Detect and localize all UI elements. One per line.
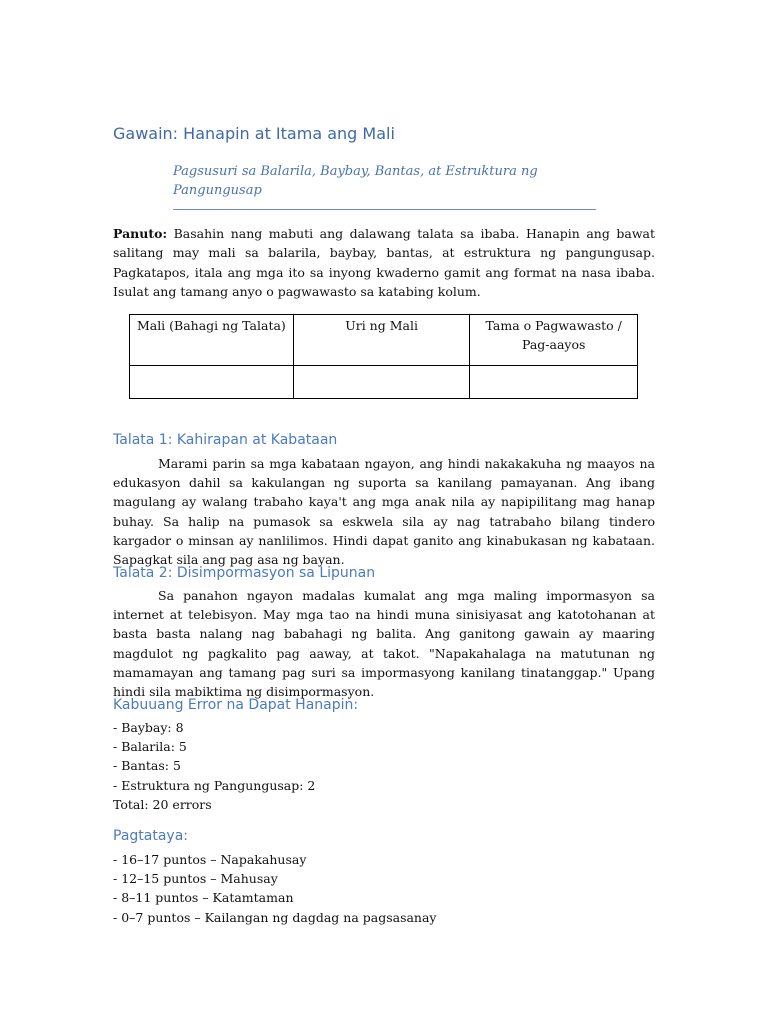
page-title: Gawain: Hanapin at Itama ang Mali xyxy=(113,124,395,143)
table-cell xyxy=(470,366,638,399)
list-item: - 8–11 puntos – Katamtaman xyxy=(113,890,294,906)
table-header-uri: Uri ng Mali xyxy=(293,315,470,366)
instructions-label: Panuto: xyxy=(113,226,168,241)
list-item: - Balarila: 5 xyxy=(113,739,187,755)
page-subtitle: Pagsusuri sa Balarila, Baybay, Bantas, at Estruktura ng Pangungusap xyxy=(173,162,596,210)
list-item: - 12–15 puntos – Mahusay xyxy=(113,871,278,887)
talata1-paragraph: Marami parin sa mga kabataan ngayon, ang hindi nakakakuha ng maayos na edukasyon dahil sa kakulangan ng suporta sa kanilang pamayanan. Ang ibang magulang ay walang trabaho kaya't ang mga anak nila ay napipilitang mag hanap buhay. Sa halip na pumasok sa eskwela sila ay nag tatrabaho bilang tindero kargador o minsan ay nanlilimos. Hindi dapat ganito ang kinabukasan ng kabataan. Sapagkat sila ang pag asa ng bayan. xyxy=(113,456,655,568)
list-item: - Baybay: 8 xyxy=(113,720,184,735)
table-header-tama: Tama o Pagwawasto / Pag-aayos xyxy=(470,315,638,366)
talata2-paragraph: Sa panahon ngayon madalas kumalat ang mga maling impormasyon sa internet at telebisyon. May mga tao na hindi muna sinisiyasat ang katotohanan at basta basta nalang nag babahagi ng balita. Ang ganitong gawain ay maaring magdulot ng pagkalito pag aaway, at takot. "Napakahalaga na matutunan ng mamamayan ang tamang pag suri sa impormasyong kanilang tinatanggap." Upang hindi sila mabiktima ng disimpormasyon. xyxy=(113,588,655,700)
talata1-heading: Talata 1: Kahirapan at Kabataan xyxy=(113,432,338,448)
instructions-paragraph xyxy=(113,224,655,302)
pagtataya-heading: Pagtataya: xyxy=(113,828,188,844)
table-row xyxy=(130,366,638,399)
error-table xyxy=(129,314,638,399)
kabuuan-list xyxy=(113,718,315,795)
talata2-heading: Talata 2: Disimpormasyon sa Lipunan xyxy=(113,565,376,581)
table-cell xyxy=(293,366,470,399)
list-item: - Bantas: 5 xyxy=(113,758,181,774)
kabuuan-total: Total: 20 errors xyxy=(113,797,212,812)
table-header-mali: Mali (Bahagi ng Talata) xyxy=(130,315,294,366)
error-table-header-row xyxy=(130,315,638,366)
pagtataya-list xyxy=(113,850,437,927)
kabuuan-heading: Kabuuang Error na Dapat Hanapin: xyxy=(113,697,359,713)
list-item: - 0–7 puntos – Kailangan ng dagdag na pagsasanay xyxy=(113,909,437,925)
table-cell xyxy=(130,366,294,399)
list-item: - Estruktura ng Pangungusap: 2 xyxy=(113,777,316,793)
list-item: - 16–17 puntos – Napakahusay xyxy=(113,852,307,867)
instructions-text: Basahin nang mabuti ang dalawang talata sa ibaba. Hanapin ang bawat salitang may mali sa balarila, baybay, bantas, at estruktura ng pangungusap. Pagkatapos, itala ang mga ito sa inyong kwaderno gamit ang format na nasa ibaba. Isulat ang tamang anyo o pagwawasto sa katabing kolum. xyxy=(113,226,655,300)
